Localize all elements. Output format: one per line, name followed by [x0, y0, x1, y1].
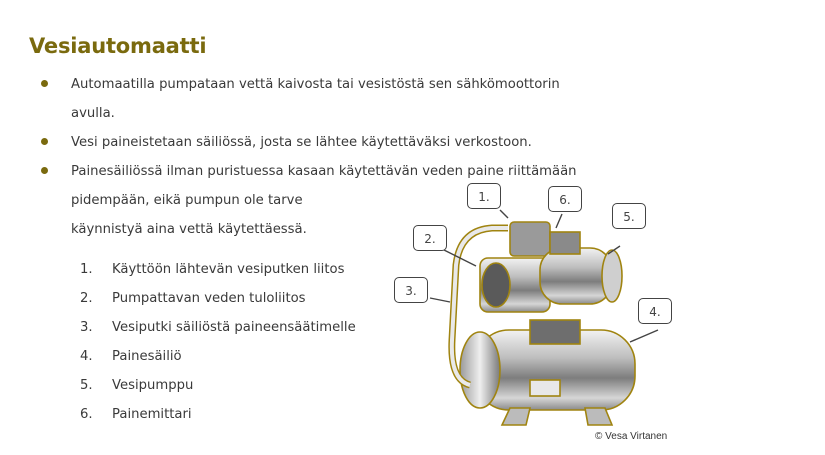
pump-body	[480, 222, 622, 312]
list-number: 6.	[80, 407, 93, 422]
callout-4: 4.	[638, 298, 672, 324]
list-number: 1.	[80, 262, 93, 277]
bullet-line: pidempään, eikä pumpun ole tarve	[71, 193, 303, 208]
bullet-line: Vesi paineistetaan säiliössä, josta se lähtee käytettäväksi verkostoon.	[71, 135, 532, 150]
bullet-dot-icon	[41, 138, 48, 145]
list-text: Käyttöön lähtevän vesiputken liitos	[112, 262, 345, 277]
bullet-dot-icon	[41, 167, 48, 174]
bullet-line: Painesäiliössä ilman puristuessa kasaan käytettävän veden paine riittämään	[71, 164, 577, 179]
list-text: Vesipumppu	[112, 378, 194, 393]
bullet-line: käynnistyä aina vettä käytettäessä.	[71, 222, 307, 237]
callout-5: 5.	[612, 203, 646, 229]
copyright-text: © Vesa Virtanen	[595, 431, 668, 442]
list-text: Pumpattavan veden tuloliitos	[112, 291, 306, 306]
list-number: 5.	[80, 378, 93, 393]
pressure-tank	[460, 320, 635, 425]
callout-1: 1.	[467, 183, 501, 209]
pump-figure	[380, 170, 710, 440]
bullet-dot-icon	[41, 80, 48, 87]
callout-6: 6.	[548, 186, 582, 212]
bullet-item	[38, 70, 698, 128]
list-text: Painesäiliö	[112, 349, 182, 364]
slide-title: Vesiautomaatti	[29, 34, 207, 58]
list-text: Painemittari	[112, 407, 192, 422]
list-number: 4.	[80, 349, 93, 364]
bullet-line: avulla.	[71, 106, 115, 121]
bullet-item	[38, 128, 698, 157]
list-text: Vesiputki säiliöstä paineensäätimelle	[112, 320, 356, 335]
list-number: 2.	[80, 291, 93, 306]
callout-2: 2.	[413, 225, 447, 251]
list-number: 3.	[80, 320, 93, 335]
callout-3: 3.	[394, 277, 428, 303]
bullet-line: Automaatilla pumpataan vettä kaivosta tai vesistöstä sen sähkömoottorin	[71, 77, 560, 92]
